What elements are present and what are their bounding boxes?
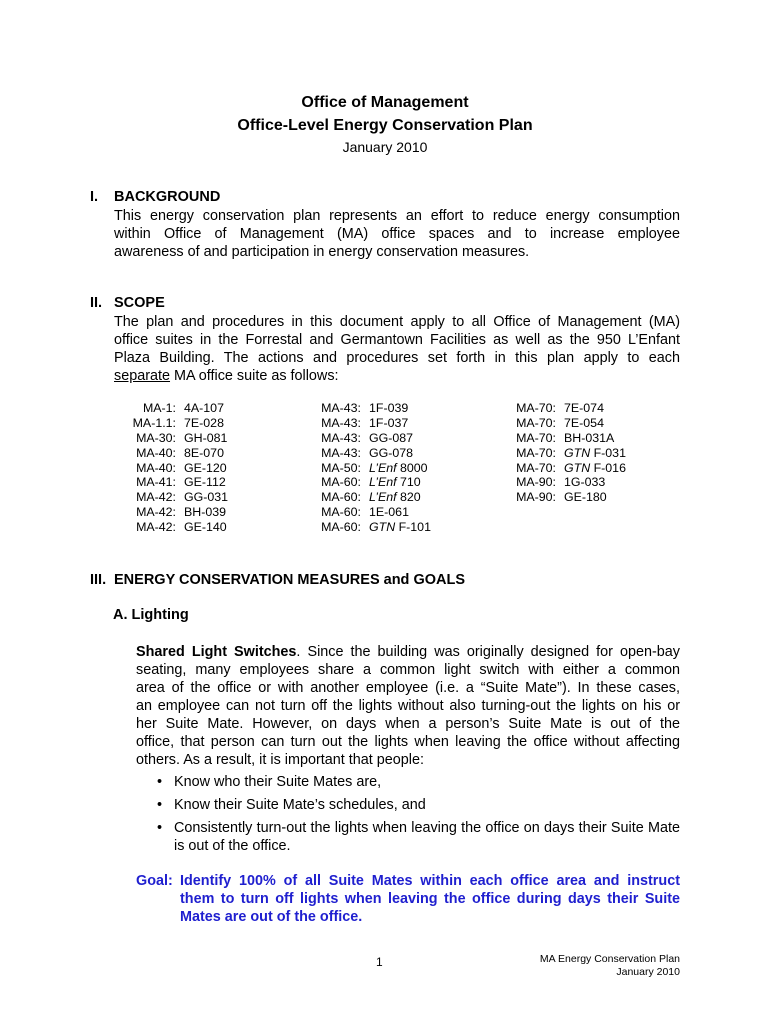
suite-room-number: 1F-039 (369, 401, 409, 415)
suite-room (556, 416, 604, 431)
suite-room-number: GE-120 (184, 460, 227, 475)
suite-code: MA-60: (321, 490, 361, 505)
suite-code: MA-43: (321, 430, 361, 445)
suite-row (130, 490, 228, 505)
bullet-icon: • (157, 820, 163, 836)
suite-room (361, 520, 431, 535)
suite-code: MA-70: (516, 415, 556, 430)
footer-info (540, 953, 680, 979)
suite-code: MA-90: (516, 475, 556, 490)
paragraph-line: within Office of Management (MA) office spaces and to increase employee (114, 226, 680, 242)
suite-row (130, 520, 228, 535)
suite-code: MA-42: (136, 505, 176, 520)
suite-row (130, 446, 228, 461)
suite-room-number: GG-031 (184, 490, 229, 505)
suite-row (315, 475, 431, 490)
bullet-icon: • (157, 774, 163, 790)
suite-room (361, 431, 413, 446)
suite-room (361, 490, 421, 505)
suite-code: MA-1: (142, 401, 176, 415)
section-number: II. (90, 295, 103, 311)
bullet-list (157, 773, 680, 855)
suite-room (176, 431, 227, 446)
suite-code: MA-60: (321, 520, 361, 535)
suite-room-number: GG-087 (369, 430, 414, 445)
section-number: I. (90, 189, 99, 205)
paragraph-line: office, that person can turn out the lights when leaving the office without affecting (136, 734, 680, 750)
paragraph-line (114, 367, 680, 385)
suite-row (510, 401, 626, 416)
suite-room-number: 8E-070 (184, 445, 224, 460)
suite-row (130, 401, 228, 416)
lighting-paragraph (136, 643, 680, 769)
suite-row (130, 431, 228, 446)
suite-building: L’Enf (369, 460, 397, 475)
suite-code: MA-43: (321, 415, 361, 430)
suite-room (361, 446, 413, 461)
section-title: BACKGROUND (114, 189, 221, 205)
suite-room-number: BH-039 (184, 505, 227, 520)
paragraph-line: Plaza Building. The actions and procedures set forth in this plan apply to each (114, 350, 680, 366)
suite-room (176, 461, 227, 476)
suite-room-number: 7E-028 (184, 415, 224, 430)
section-title: ENERGY CONSERVATION MEASURES and GOALS (114, 572, 466, 588)
suite-room (556, 446, 626, 461)
suite-building: GTN (369, 520, 396, 535)
suite-room-number: 710 (396, 475, 421, 490)
suite-row (315, 461, 431, 476)
suite-room-number: 1E-061 (369, 505, 409, 520)
suite-room (361, 416, 408, 431)
section-scope-heading (90, 295, 165, 311)
suite-list-column-3 (510, 401, 626, 505)
suite-row (510, 416, 626, 431)
suite-row (130, 461, 228, 476)
list-item (157, 773, 680, 791)
suite-room-number: F-031 (590, 445, 626, 460)
bullet-icon: • (157, 797, 163, 813)
suite-room-number: GG-078 (369, 445, 414, 460)
suite-room-number: 1G-033 (564, 475, 606, 490)
section-measures-heading (90, 572, 465, 588)
suite-row (510, 461, 626, 476)
suite-room (556, 475, 605, 490)
suite-code: MA-90: (516, 490, 556, 505)
suite-list-column-1 (130, 401, 228, 535)
footer-doc-title: MA Energy Conservation Plan (539, 953, 680, 965)
suite-room (361, 461, 428, 476)
suite-room (176, 446, 224, 461)
suite-room (556, 431, 614, 446)
suite-code: MA-50: (321, 460, 361, 475)
paragraph-line: seating, many employees share a common light switch with either a common (136, 662, 680, 678)
suite-building: L’Enf (369, 475, 397, 490)
section-background-heading (90, 189, 220, 205)
suite-room (361, 505, 409, 520)
suite-row (315, 446, 431, 461)
paragraph-line (136, 643, 680, 661)
suite-building: GTN (564, 460, 591, 475)
goal-text (180, 872, 680, 926)
suite-code: MA-60: (321, 505, 361, 520)
document-subtitle: Office-Level Energy Conservation Plan (237, 117, 533, 134)
paragraph-line: others. As a result, it is important that people: (136, 752, 424, 768)
suite-row (315, 490, 431, 505)
suite-row (130, 475, 228, 490)
suite-row (510, 446, 626, 461)
suite-code: MA-60: (321, 475, 361, 490)
suite-room-number: 8000 (396, 460, 428, 475)
suite-code: MA-42: (136, 490, 176, 505)
suite-room-number: 4A-107 (184, 401, 224, 415)
suite-building: L’Enf (369, 490, 397, 505)
suite-code: MA-43: (321, 401, 361, 415)
section-number: III. (90, 572, 107, 588)
list-item (157, 819, 680, 855)
suite-room-number: F-101 (395, 520, 431, 535)
suite-row (315, 416, 431, 431)
suite-row (130, 416, 228, 431)
suite-code: MA-40: (136, 445, 176, 460)
paragraph-line: This energy conservation plan represents an effort to reduce energy consumption (114, 208, 680, 224)
paragraph-line: her Suite Mate. However, on days when a person’s Suite Mate is out of the (136, 716, 680, 732)
list-item (157, 796, 680, 814)
suite-row (510, 475, 626, 490)
paragraph-line: The plan and procedures in this document apply to all Office of Management (MA) (114, 314, 680, 330)
paragraph-line: awareness of and participation in energy conservation measures. (114, 244, 530, 260)
suite-row (315, 520, 431, 535)
suite-room-number: BH-031A (564, 430, 615, 445)
suite-row (510, 431, 626, 446)
paragraph-line-rest: . Since the building was originally designed for open-bay (296, 644, 680, 660)
suite-room-number: 820 (396, 490, 421, 505)
document-title: Office of Management (301, 94, 469, 111)
suite-room-number: 7E-054 (564, 415, 604, 430)
document-date: January 2010 (342, 139, 428, 155)
suite-room (176, 416, 224, 431)
section-title: SCOPE (114, 295, 165, 311)
list-item-text: Know their Suite Mate’s schedules, and (174, 797, 426, 813)
suite-code: MA-70: (516, 401, 556, 415)
suite-room (556, 461, 626, 476)
suite-room (176, 520, 227, 535)
suite-code: MA-42: (136, 520, 176, 535)
suite-row (315, 505, 431, 520)
suite-room-number: 7E-074 (564, 401, 604, 415)
suite-room-number: GE-140 (184, 520, 227, 535)
suite-code: MA-30: (136, 430, 176, 445)
paragraph-line-rest: MA office suite as follows: (170, 368, 339, 384)
page-number: 1 (376, 955, 383, 969)
background-paragraph (114, 207, 680, 261)
suite-row (315, 401, 431, 416)
suite-room (361, 401, 408, 416)
goal-label: Goal: (136, 873, 173, 889)
suite-row (315, 431, 431, 446)
suite-room (176, 505, 226, 520)
suite-list-column-2 (315, 401, 431, 535)
goal-statement (136, 872, 680, 926)
suite-building: GTN (564, 445, 591, 460)
suite-room (556, 401, 604, 416)
suite-room (556, 490, 607, 505)
suite-room-number: GE-180 (564, 490, 607, 505)
goal-line: them to turn off lights when leaving the office during days their Suite (180, 891, 680, 907)
lead-in-bold: Shared Light Switches (136, 644, 297, 660)
suite-row (510, 490, 626, 505)
suite-code: MA-70: (516, 460, 556, 475)
suite-room (176, 401, 224, 416)
suite-room-number: GE-112 (184, 475, 226, 490)
emphasis-underline: separate (114, 368, 171, 384)
suite-code: MA-40: (136, 460, 176, 475)
goal-line: Identify 100% of all Suite Mates within each office area and instruct (180, 873, 680, 889)
paragraph-line: office suites in the Forrestal and Germantown Facilities as well as the 950 L’Enfant (114, 332, 680, 348)
suite-room-number: 1F-037 (369, 415, 409, 430)
suite-code: MA-43: (321, 445, 361, 460)
scope-paragraph (114, 313, 680, 385)
goal-line: Mates are out of the office. (180, 909, 363, 925)
suite-code: MA-70: (516, 430, 556, 445)
suite-code: MA-41: (136, 475, 176, 490)
suite-room (361, 475, 421, 490)
paragraph-line: an employee can not turn off the lights without also turning-out the lights on his or (136, 698, 680, 714)
suite-row (130, 505, 228, 520)
suite-room (176, 475, 226, 490)
suite-room-number: F-016 (590, 460, 626, 475)
suite-room (176, 490, 228, 505)
suite-room-number: GH-081 (184, 430, 228, 445)
suite-code: MA-1.1: (132, 415, 176, 430)
subsection-lighting-heading: A. Lighting (113, 607, 189, 623)
footer-doc-date: January 2010 (616, 966, 680, 978)
suite-code: MA-70: (516, 445, 556, 460)
paragraph-line: area of the office or with another employee (i.e. a “Suite Mate”). In these cases, (136, 680, 680, 696)
list-item-text: Consistently turn-out the lights when leaving the office on days their Suite Mate is out of the office. (174, 820, 680, 854)
list-item-text: Know who their Suite Mates are, (174, 774, 382, 790)
